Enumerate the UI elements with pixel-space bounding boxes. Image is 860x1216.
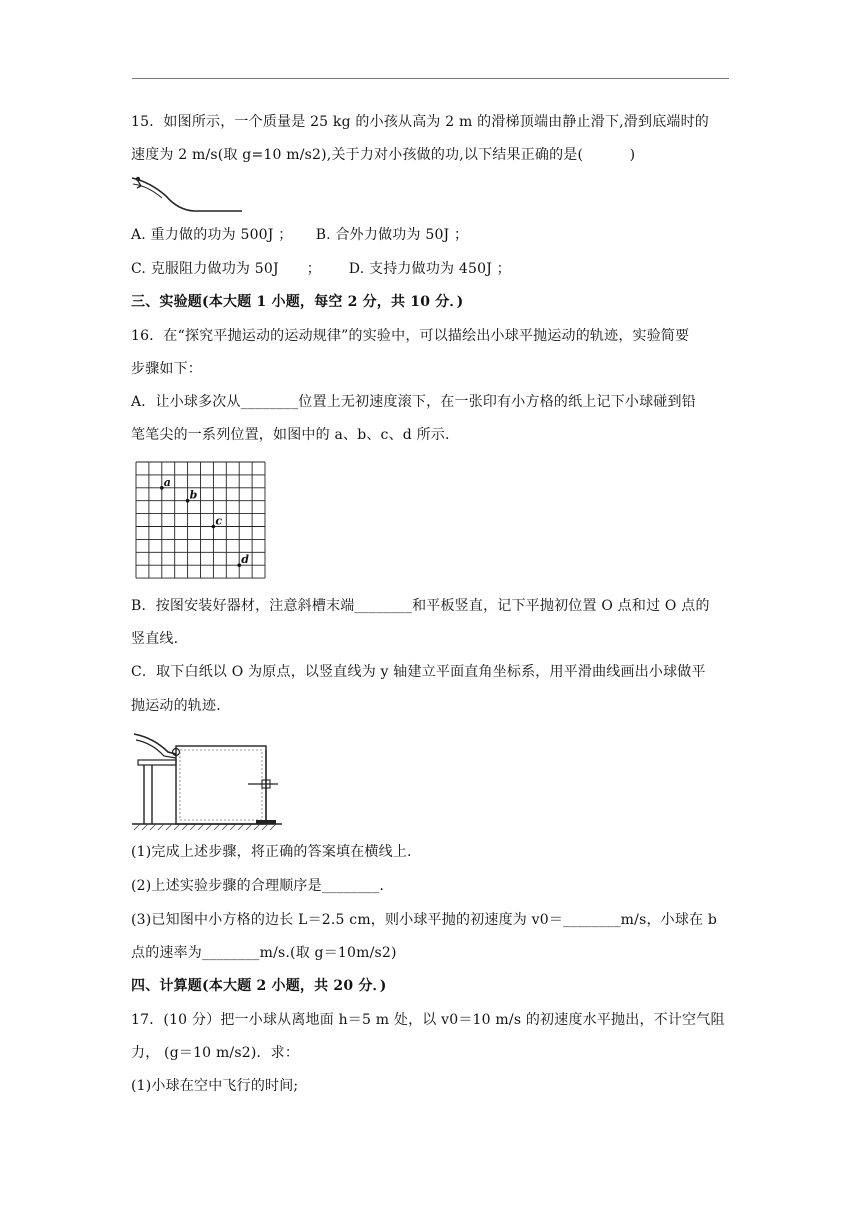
q17-text-line2: 力， (g＝10 m/s2)．求：	[131, 1045, 300, 1061]
section-4-heading: 四、计算题(本大题 2 小题，共 20 分．)	[131, 978, 387, 994]
q15-options-cd: C. 克服阻力做功为 50J ； D. 支持力做功为 450J ；	[131, 261, 511, 277]
header-rule	[132, 78, 729, 79]
q16-step-b-line2: 竖直线.	[131, 631, 179, 647]
q15-text-line1: 15．如图所示，一个质量是 25 kg 的小孩从高为 2 m 的滑梯顶端由静止滑下,滑到底端时的	[131, 114, 710, 130]
trajectory-grid-figure	[134, 460, 272, 584]
q16-step-c-line1: C．取下白纸以 O 为原点，以竖直线为 y 轴建立平面直角坐标系，用平滑曲线画出小球做平	[131, 664, 706, 680]
q16-text-line1: 16．在“探究平抛运动的运动规律”的实验中，可以描绘出小球平抛运动的轨迹，实验简要	[131, 328, 690, 344]
q16-sub3-line1: (3)已知图中小方格的边长 L＝2.5 cm，则小球平抛的初速度为 v0＝________m/s，小球在 b	[131, 912, 718, 928]
q16-text-line2: 步骤如下：	[131, 361, 202, 377]
q16-sub2: (2)上述实验步骤的合理顺序是________.	[131, 878, 385, 894]
apparatus-figure	[130, 730, 290, 832]
section-3-heading: 三、实验题(本大题 1 小题，每空 2 分，共 10 分．)	[131, 294, 464, 310]
trajectory-point-label-b: b	[189, 488, 198, 502]
q16-step-b-line1: B．按图安装好器材，注意斜槽末端________和平板竖直，记下平抛初位置 O 点和过 O 点的	[131, 598, 710, 614]
trajectory-point-label-a: a	[163, 475, 171, 489]
q16-sub1: (1)完成上述步骤，将正确的答案填在横线上.	[131, 844, 412, 860]
q16-sub3-line2: 点的速率为________m/s.(取 g＝10m/s2)	[131, 945, 397, 961]
q16-step-a-line2: 笔笔尖的一系列位置，如图中的 a、b、c、d 所示.	[131, 427, 450, 443]
q16-step-c-line2: 抛运动的轨迹.	[131, 698, 221, 714]
trajectory-point-label-d: d	[241, 553, 249, 567]
q17-text-line1: 17．(10 分）把一小球从离地面 h＝5 m 处，以 v0＝10 m/s 的初速度水平抛出，不计空气阻	[131, 1012, 725, 1028]
q15-options-ab: A. 重力做的功为 500J ； B. 合外力做功为 50J ；	[131, 227, 469, 243]
q15-text-line2: 速度为 2 m/s(取 g=10 m/s2),关于力对小孩做的功,以下结果正确的是( )	[131, 147, 636, 163]
slide-figure	[128, 172, 248, 217]
trajectory-point-label-c: c	[215, 514, 223, 528]
q16-step-a-line1: A．让小球多次从________位置上无初速度滚下，在一张印有小方格的纸上记下小球碰到铅	[131, 394, 696, 410]
q17-sub1: (1)小球在空中飞行的时间;	[131, 1078, 299, 1094]
